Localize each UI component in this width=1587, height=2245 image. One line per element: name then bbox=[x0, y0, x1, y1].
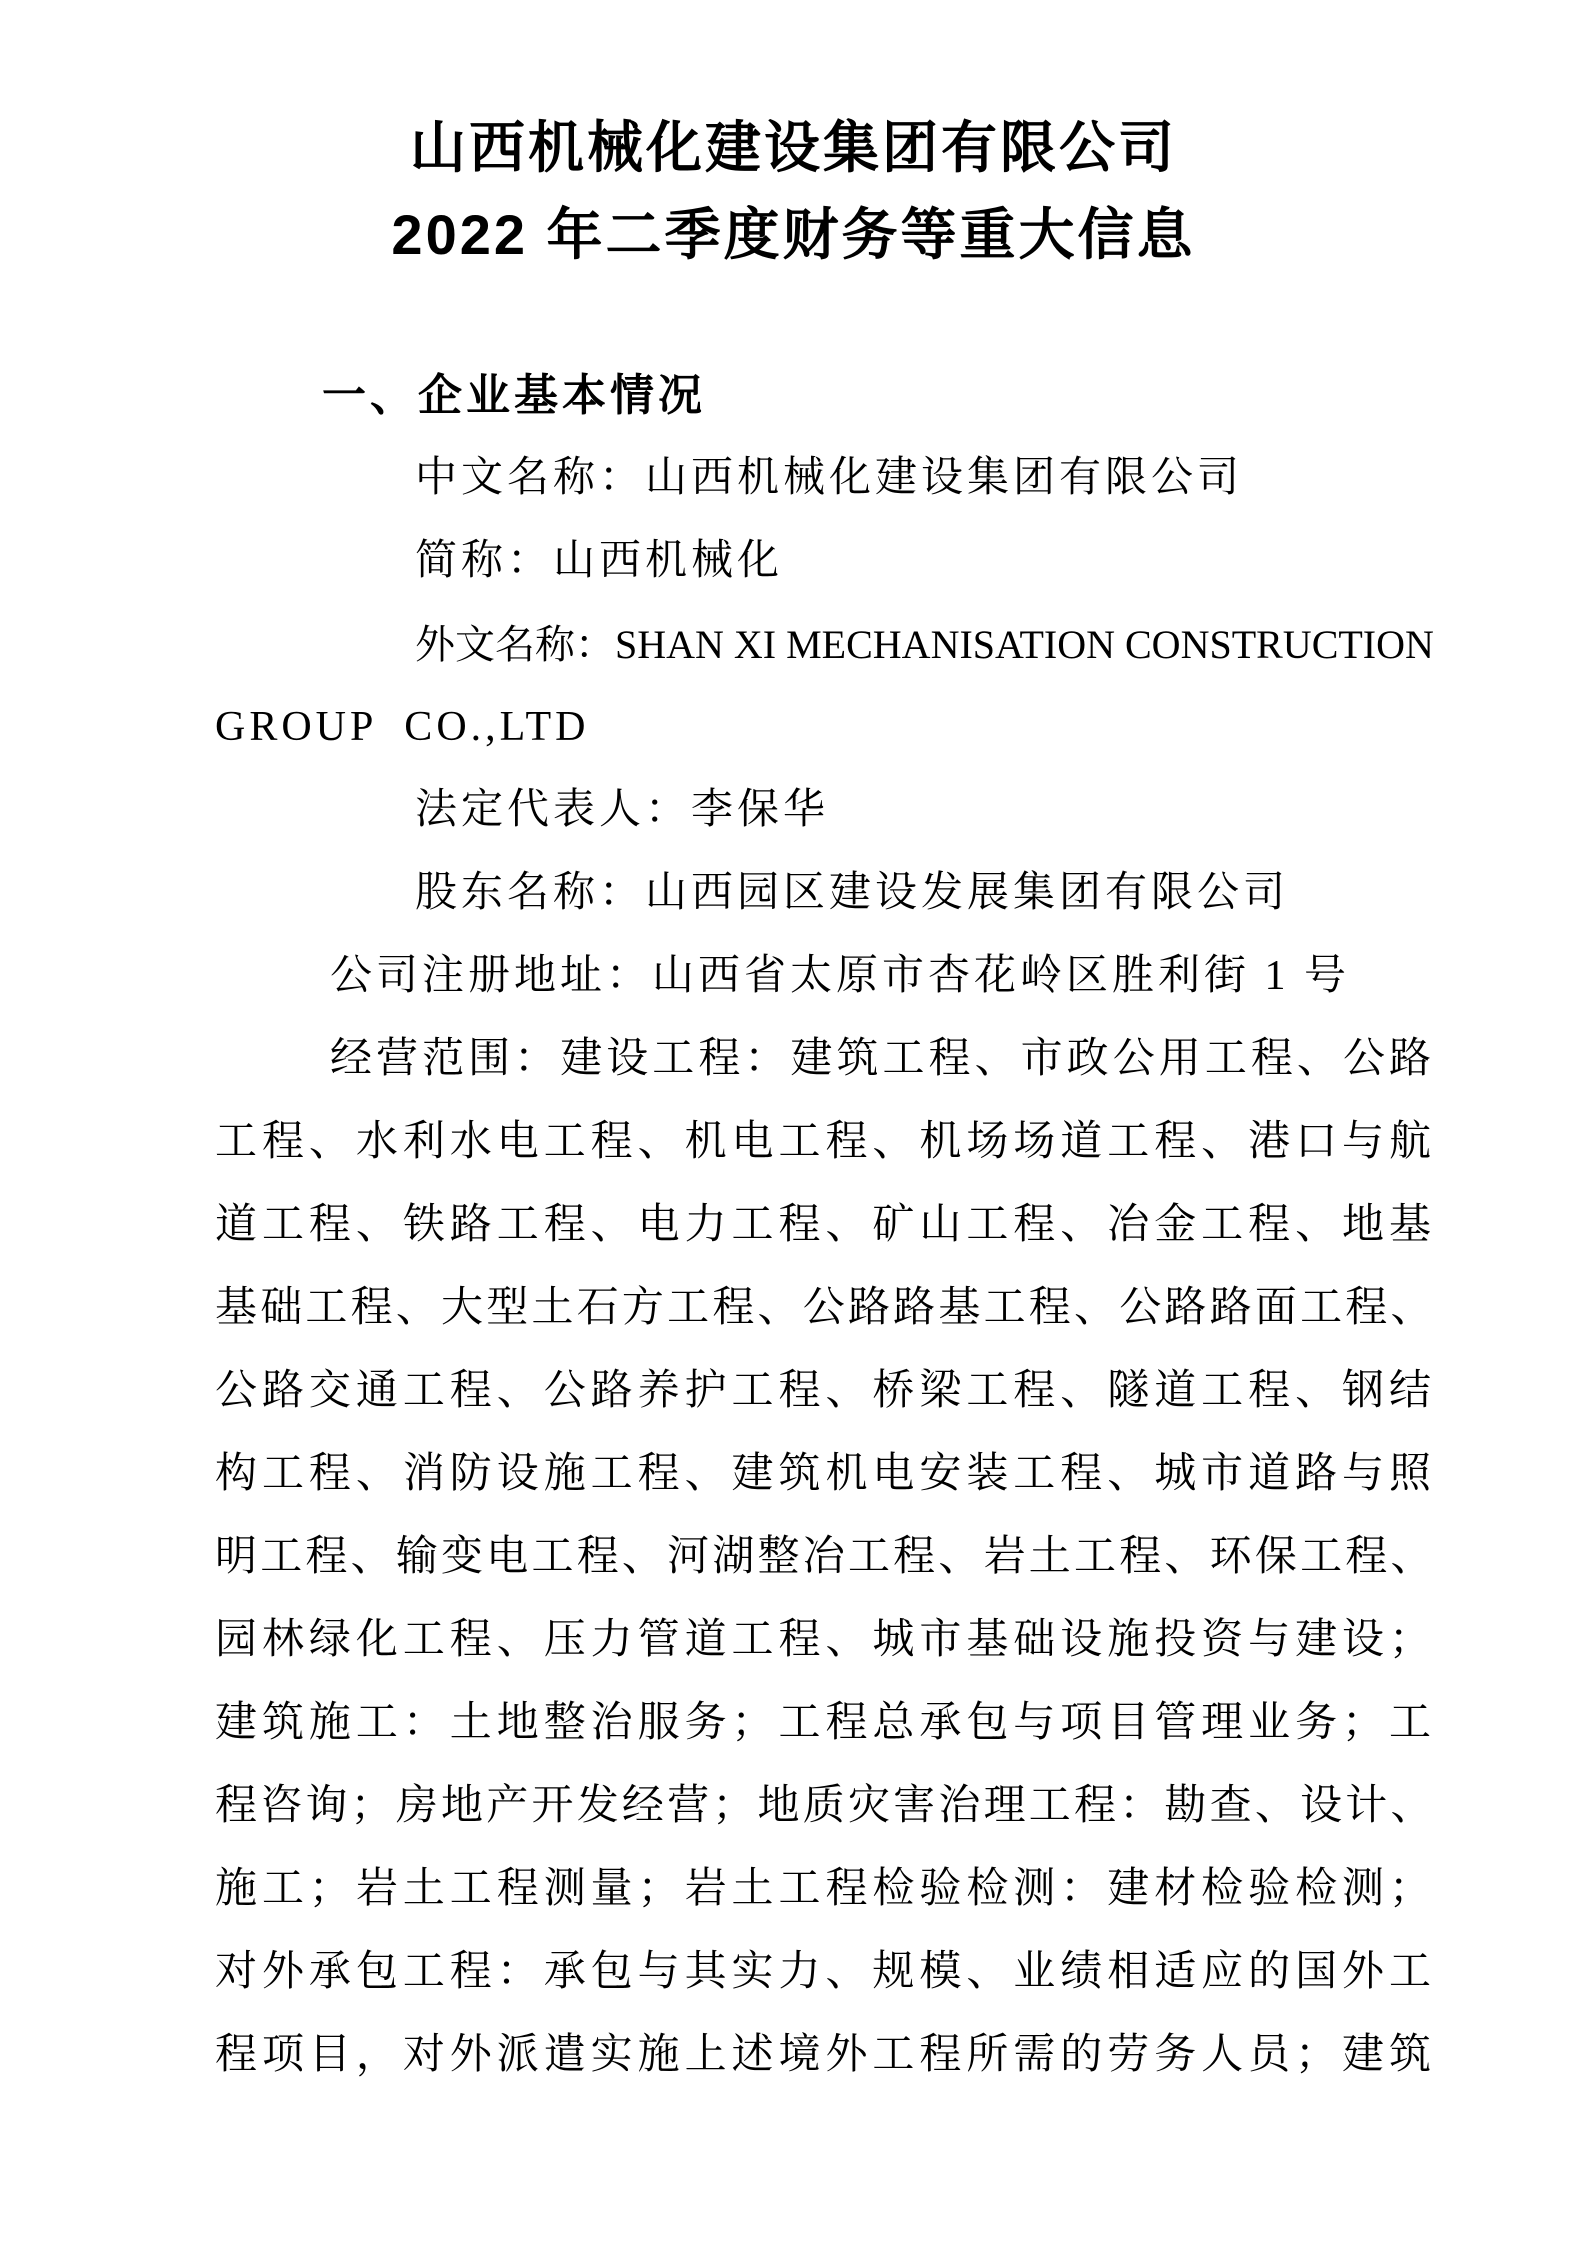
section-heading: 一、企业基本情况 bbox=[322, 371, 706, 420]
business-scope-line: 经营范围：建设工程：建筑工程、市政公用工程、公路 bbox=[330, 1036, 1435, 1082]
business-scope-line: 明工程、输变电工程、河湖整冶工程、岩土工程、环保工程、 bbox=[215, 1534, 1435, 1580]
business-scope-line: 工程、水利水电工程、机电工程、机场场道工程、港口与航 bbox=[215, 1119, 1435, 1165]
field-foreign-name-line-2: GROUP CO.,LTD bbox=[215, 704, 590, 750]
business-scope-line: 园林绿化工程、压力管道工程、城市基础设施投资与建设； bbox=[215, 1617, 1435, 1663]
business-scope-line: 公路交通工程、公路养护工程、桥梁工程、隧道工程、钢结 bbox=[215, 1368, 1435, 1414]
business-scope-line: 基础工程、大型土石方工程、公路路基工程、公路路面工程、 bbox=[215, 1285, 1435, 1331]
business-scope-paragraph bbox=[215, 1018, 1435, 2097]
doc-body bbox=[215, 354, 1435, 2097]
doc-title-line-2: 2022 年二季度财务等重大信息 bbox=[391, 203, 1196, 266]
business-scope-line: 对外承包工程：承包与其实力、规模、业绩相适应的国外工 bbox=[215, 1949, 1435, 1995]
business-scope-line: 道工程、铁路工程、电力工程、矿山工程、冶金工程、地基 bbox=[215, 1202, 1435, 1248]
business-scope-line: 程项目，对外派遣实施上述境外工程所需的劳务人员；建筑 bbox=[215, 2032, 1435, 2078]
field-chinese-name: 中文名称：山西机械化建设集团有限公司 bbox=[415, 455, 1244, 501]
business-scope-line: 施工；岩土工程测量；岩土工程检验检测：建材检验检测； bbox=[215, 1866, 1435, 1912]
field-shareholder: 股东名称：山西园区建设发展集团有限公司 bbox=[415, 870, 1290, 916]
business-scope-line: 程咨询；房地产开发经营；地质灾害治理工程：勘查、设计、 bbox=[215, 1783, 1435, 1829]
field-short-name: 简称：山西机械化 bbox=[415, 538, 784, 584]
field-legal-representative: 法定代表人：李保华 bbox=[415, 787, 830, 833]
doc-title-line-1: 山西机械化建设集团有限公司 bbox=[410, 116, 1177, 179]
field-foreign-name-line-1: 外文名称：SHAN XI MECHANISATION CONSTRUCTION bbox=[415, 622, 1434, 667]
doc-title bbox=[0, 0, 1587, 278]
business-scope-line: 建筑施工：土地整治服务；工程总承包与项目管理业务；工 bbox=[215, 1700, 1435, 1746]
field-registered-address: 公司注册地址：山西省太原市杏花岭区胜利街 1 号 bbox=[330, 953, 1351, 999]
business-scope-line: 构工程、消防设施工程、建筑机电安装工程、城市道路与照 bbox=[215, 1451, 1435, 1497]
